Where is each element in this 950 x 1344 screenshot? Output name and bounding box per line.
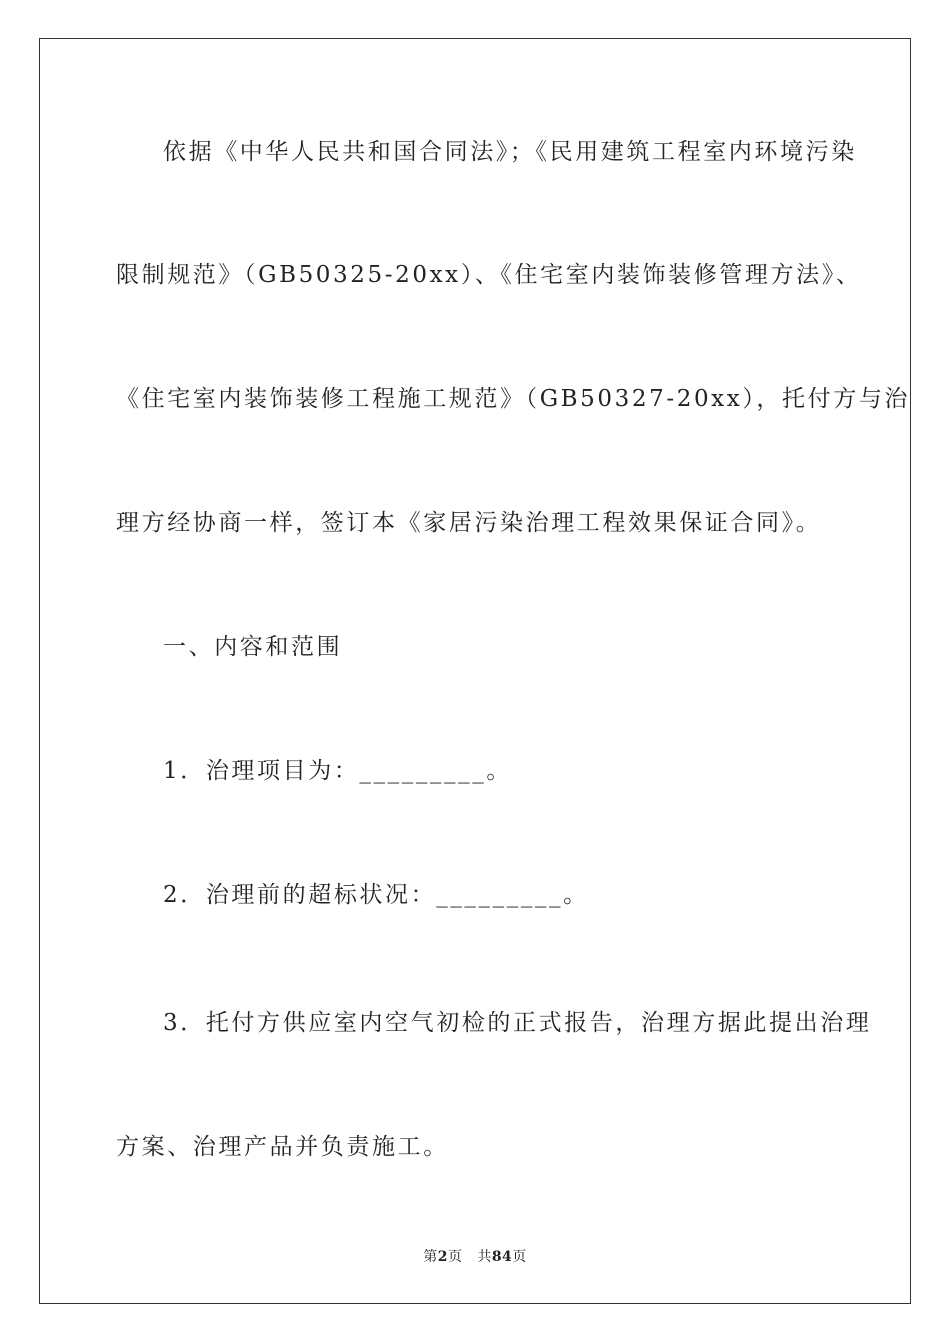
page-suffix: 页 bbox=[447, 1249, 463, 1265]
list-item-3: 3．托付方供应室内空气初检的正式报告，治理方据此提出治理 bbox=[163, 1010, 872, 1036]
page-number: 2 bbox=[437, 1249, 448, 1265]
paragraph-line-2: 限制规范》（GB50325-20xx）、《住宅室内装饰装修管理方法》、 bbox=[116, 262, 862, 288]
total-prefix: 共 bbox=[477, 1249, 492, 1265]
paragraph-line-1: 依据《中华人民共和国合同法》；《民用建筑工程室内环境污染 bbox=[163, 139, 857, 165]
page-prefix: 第 bbox=[423, 1249, 438, 1265]
paragraph-line-3: 《住宅室内装饰装修工程施工规范》（GB50327-20xx），托付方与治 bbox=[116, 386, 911, 412]
total-suffix: 页 bbox=[512, 1249, 527, 1265]
paragraph-line-4: 理方经协商一样，签订本《家居污染治理工程效果保证合同》。 bbox=[116, 510, 822, 536]
list-item-2: 2．治理前的超标状况：_________。 bbox=[163, 882, 589, 908]
page-border bbox=[39, 38, 911, 1304]
list-item-3-continued: 方案、治理产品并负责施工。 bbox=[116, 1134, 449, 1160]
page-footer bbox=[0, 1246, 950, 1266]
section-heading: 一、内容和范围 bbox=[163, 634, 343, 660]
total-pages: 84 bbox=[491, 1249, 513, 1265]
list-item-1: 1．治理项目为：_________。 bbox=[163, 758, 512, 784]
